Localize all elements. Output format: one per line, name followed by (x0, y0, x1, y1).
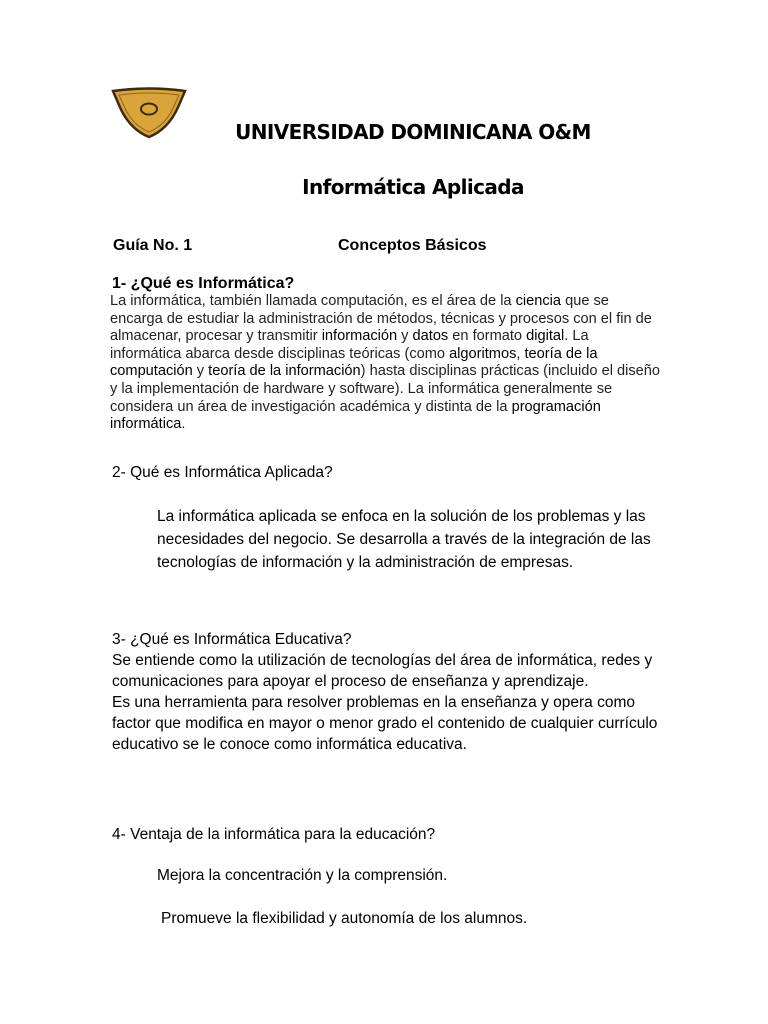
q1-term-datos: datos (412, 328, 449, 345)
question-2-answer: La informática aplicada se enfoca en la solución de los problemas y las necesidades del negocio. Se desarrolla a través de la integración de las tecnologías de información y la administración de empresas. (157, 508, 651, 571)
question-3-paragraph-2: Es una herramienta para resolver problemas en la enseñanza y opera como factor que modifica en mayor o menor grado el contenido de cualquier currículo educativo se le conoce como informática educativa. (112, 694, 658, 753)
q1-text: y (192, 363, 209, 380)
question-1-answer (110, 293, 660, 434)
q1-text: , (516, 345, 525, 362)
q1-text: y (397, 328, 413, 345)
guide-topic: Conceptos Básicos (338, 237, 487, 254)
q1-term-teoria-computacion: teoría de la computación (110, 345, 598, 380)
question-3-paragraph-1: Se entiende como la utilización de tecnologías del área de informática, redes y comunicaciones para apoyar el proceso de enseñanza y aprendizaje. (112, 652, 653, 690)
course-title: Informática Aplicada (302, 175, 524, 199)
question-2-title: 2- Qué es Informática Aplicada? (112, 464, 333, 481)
q1-term-informacion: información (321, 328, 398, 345)
q1-term-ciencia: ciencia (515, 293, 562, 309)
q1-term-digital: digital (526, 328, 565, 345)
guide-number: Guía No. 1 (113, 237, 193, 254)
question-3-answer (112, 650, 672, 755)
q1-term-teoria-informacion: teoría de la información (208, 363, 361, 380)
q1-text: en formato (448, 328, 527, 345)
q1-text: ) hasta disciplinas prácticas (incluido el diseño y la implementación de hardware y software). La informática generalmente se considera un área de investigación académica y distinta de la (110, 363, 660, 415)
q1-text: que se encarga de estudiar la administración de métodos, técnicas y procesos con el fin de almacenar, procesar y transmitir (110, 293, 652, 345)
university-name: UNIVERSIDAD DOMINICANA O&M (235, 120, 591, 144)
guide-header-row (113, 237, 487, 255)
advantage-item: Promueve la flexibilidad y autonomía de los alumnos. (161, 910, 528, 927)
q1-text: . La informática abarca desde disciplinas teóricas (como (110, 328, 589, 362)
q1-text: La informática, también llamada computación, es el área de la (110, 293, 516, 309)
question-1-title: 1- ¿Qué es Informática? (112, 275, 295, 292)
q1-term-algoritmos: algoritmos (449, 345, 517, 362)
advantage-item: Mejora la concentración y la comprensión. (157, 867, 448, 884)
question-3-title: 3- ¿Qué es Informática Educativa? (112, 631, 352, 648)
question-4-title: 4- Ventaja de la informática para la educación? (112, 826, 436, 843)
q1-term-programacion: programación informática (110, 398, 601, 433)
q1-text: . (181, 416, 186, 433)
